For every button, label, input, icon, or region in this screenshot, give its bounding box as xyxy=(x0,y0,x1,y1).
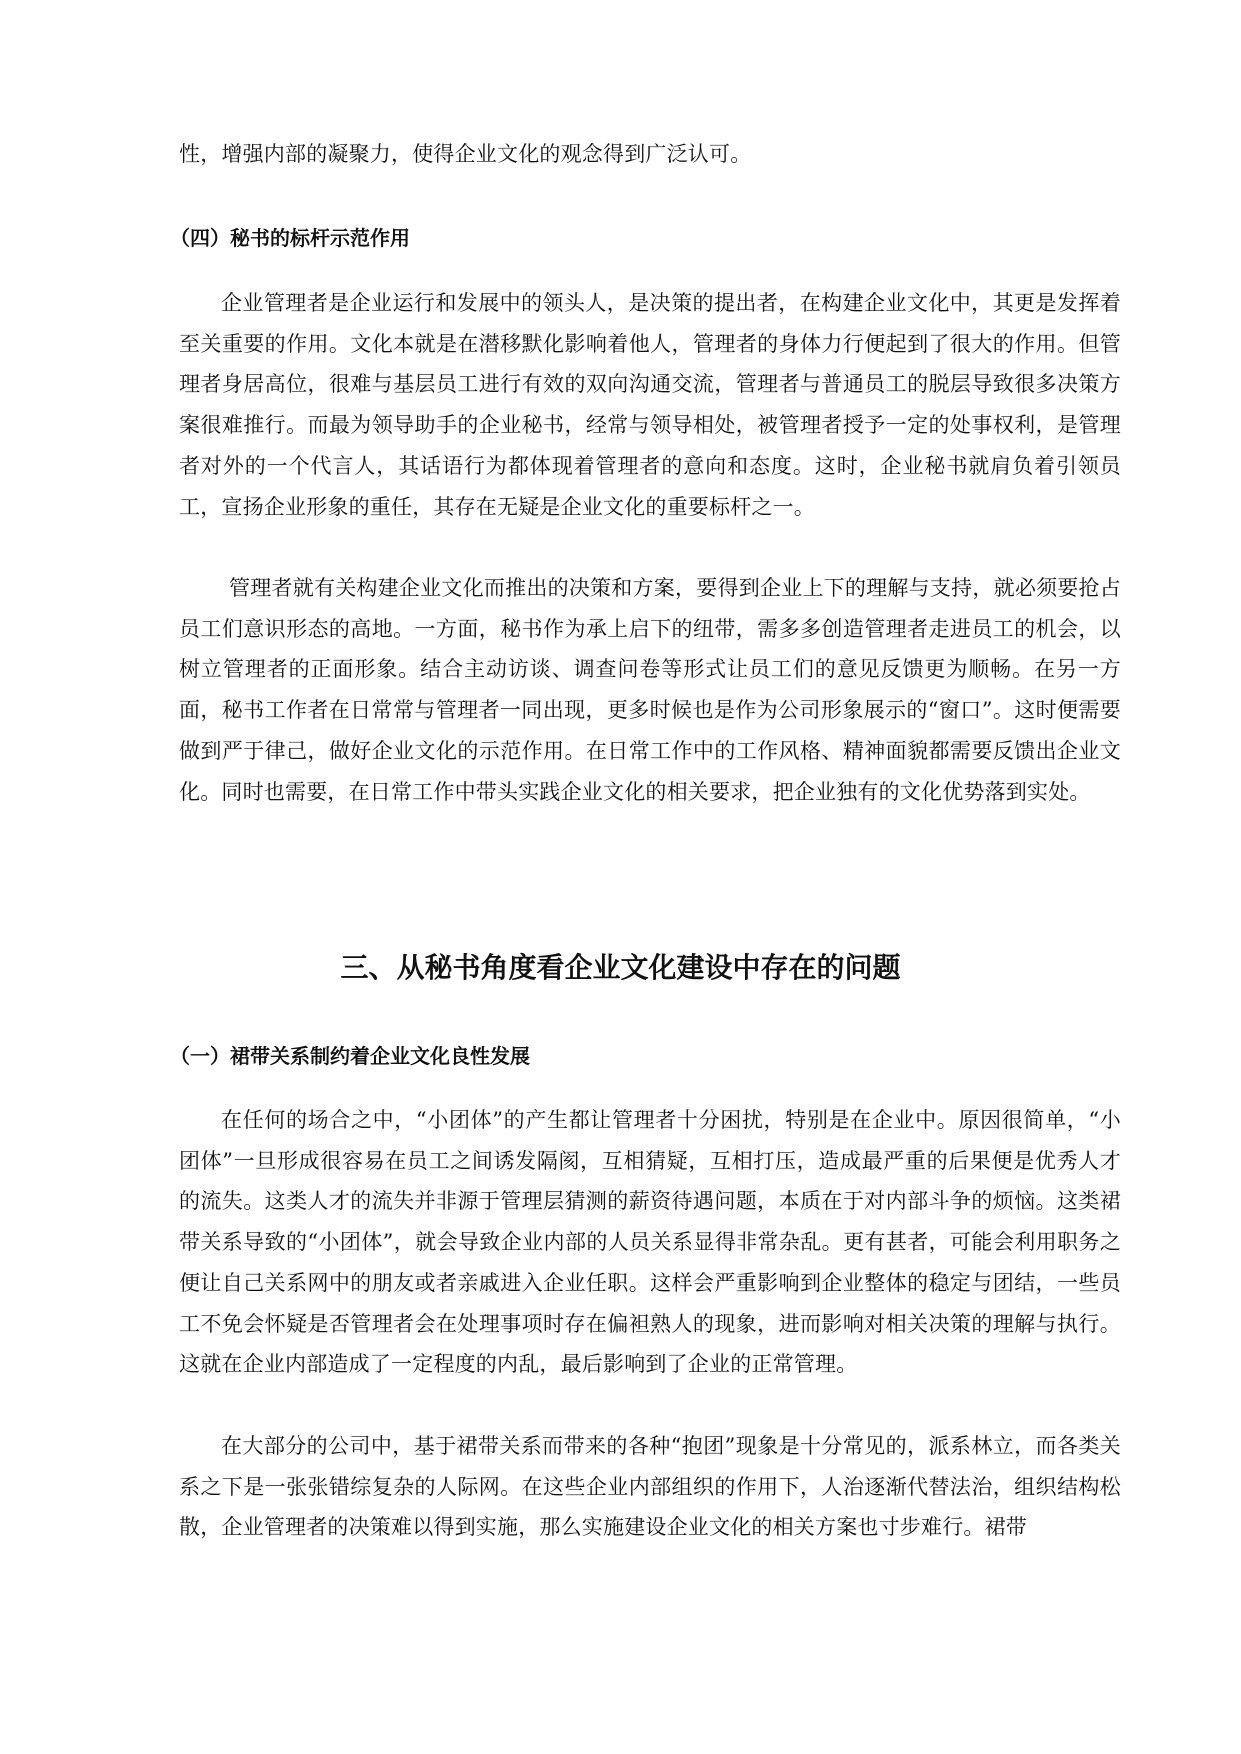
chapter-3-heading: 三、从秘书角度看企业文化建设中存在的问题 xyxy=(340,951,901,984)
section-4-heading: （四）秘书的标杆示范作用 xyxy=(170,226,410,250)
section-4-paragraph-2: 管理者就有关构建企业文化而推出的决策和方案，要得到企业上下的理解与支持，就必须要抢占员工们意识形态的高地。一方面，秘书作为承上启下的纽带，需多多创造管理者走进员工的机会，以树立管理者的正面形象。结合主动访谈、调查问卷等形式让员工们的意见反馈更为顺畅。在另一方面，秘书工作者在日常常与管理者一同出现，更多时候也是作为公司形象展示的“窗口”。这时便需要做到严于律己，做好企业文化的示范作用。在日常工作中的工作风格、精神面貌都需要反馈出企业文化。同时也需要，在日常工作中带头实践企业文化的相关要求，把企业独有的文化优势落到实处。 xyxy=(179,576,1121,804)
section-1-heading: （一）裙带关系制约着企业文化良性发展 xyxy=(170,1044,530,1068)
section-4-paragraph-1: 企业管理者是企业运行和发展中的领头人，是决策的提出者，在构建企业文化中，其更是发挥着至关重要的作用。文化本就是在潜移默化影响着他人，管理者的身体力行便起到了很大的作用。但管理者身居高位，很难与基层员工进行有效的双向沟通交流，管理者与普通员工的脱层导致很多决策方案很难推行。而最为领导助手的企业秘书，经常与领导相处，被管理者授予一定的处事权利，是管理者对外的一个代言人，其话语行为都体现着管理者的意向和态度。这时，企业秘书就肩负着引领员工，宣扬企业形象的重任，其存在无疑是企业文化的重要标杆之一。 xyxy=(179,291,1121,519)
section-1-paragraph-2: 在大部分的公司中，基于裙带关系而带来的各种“抱团”现象是十分常见的，派系林立，而各类关系之下是一张张错综复杂的人际网。在这些企业内部组织的作用下，人治逐渐代替法治，组织结构松散，企业管理者的决策难以得到实施，那么实施建设企业文化的相关方案也寸步难行。裙带 xyxy=(179,1434,1121,1540)
continuation-paragraph: 性，增强内部的凝聚力，使得企业文化的观念得到广泛认可。 xyxy=(179,142,752,166)
section-1-paragraph-1: 在任何的场合之中，“小团体”的产生都让管理者十分困扰，特别是在企业中。原因很简单，“小团体”一旦形成很容易在员工之间诱发隔阂，互相猜疑，互相打压，造成最严重的后果便是优秀人才的流失。这类人才的流失并非源于管理层猜测的薪资待遇问题，本质在于对内部斗争的烦恼。这类裙带关系导致的“小团体”，就会导致企业内部的人员关系显得非常杂乱。更有甚者，可能会利用职务之便让自己关系网中的朋友或者亲戚进入企业任职。这样会严重影响到企业整体的稳定与团结，一些员工不免会怀疑是否管理者会在处理事项时存在偏袒熟人的现象，进而影响对相关决策的理解与执行。这就在企业内部造成了一定程度的内乱，最后影响到了企业的正常管理。 xyxy=(179,1108,1121,1377)
